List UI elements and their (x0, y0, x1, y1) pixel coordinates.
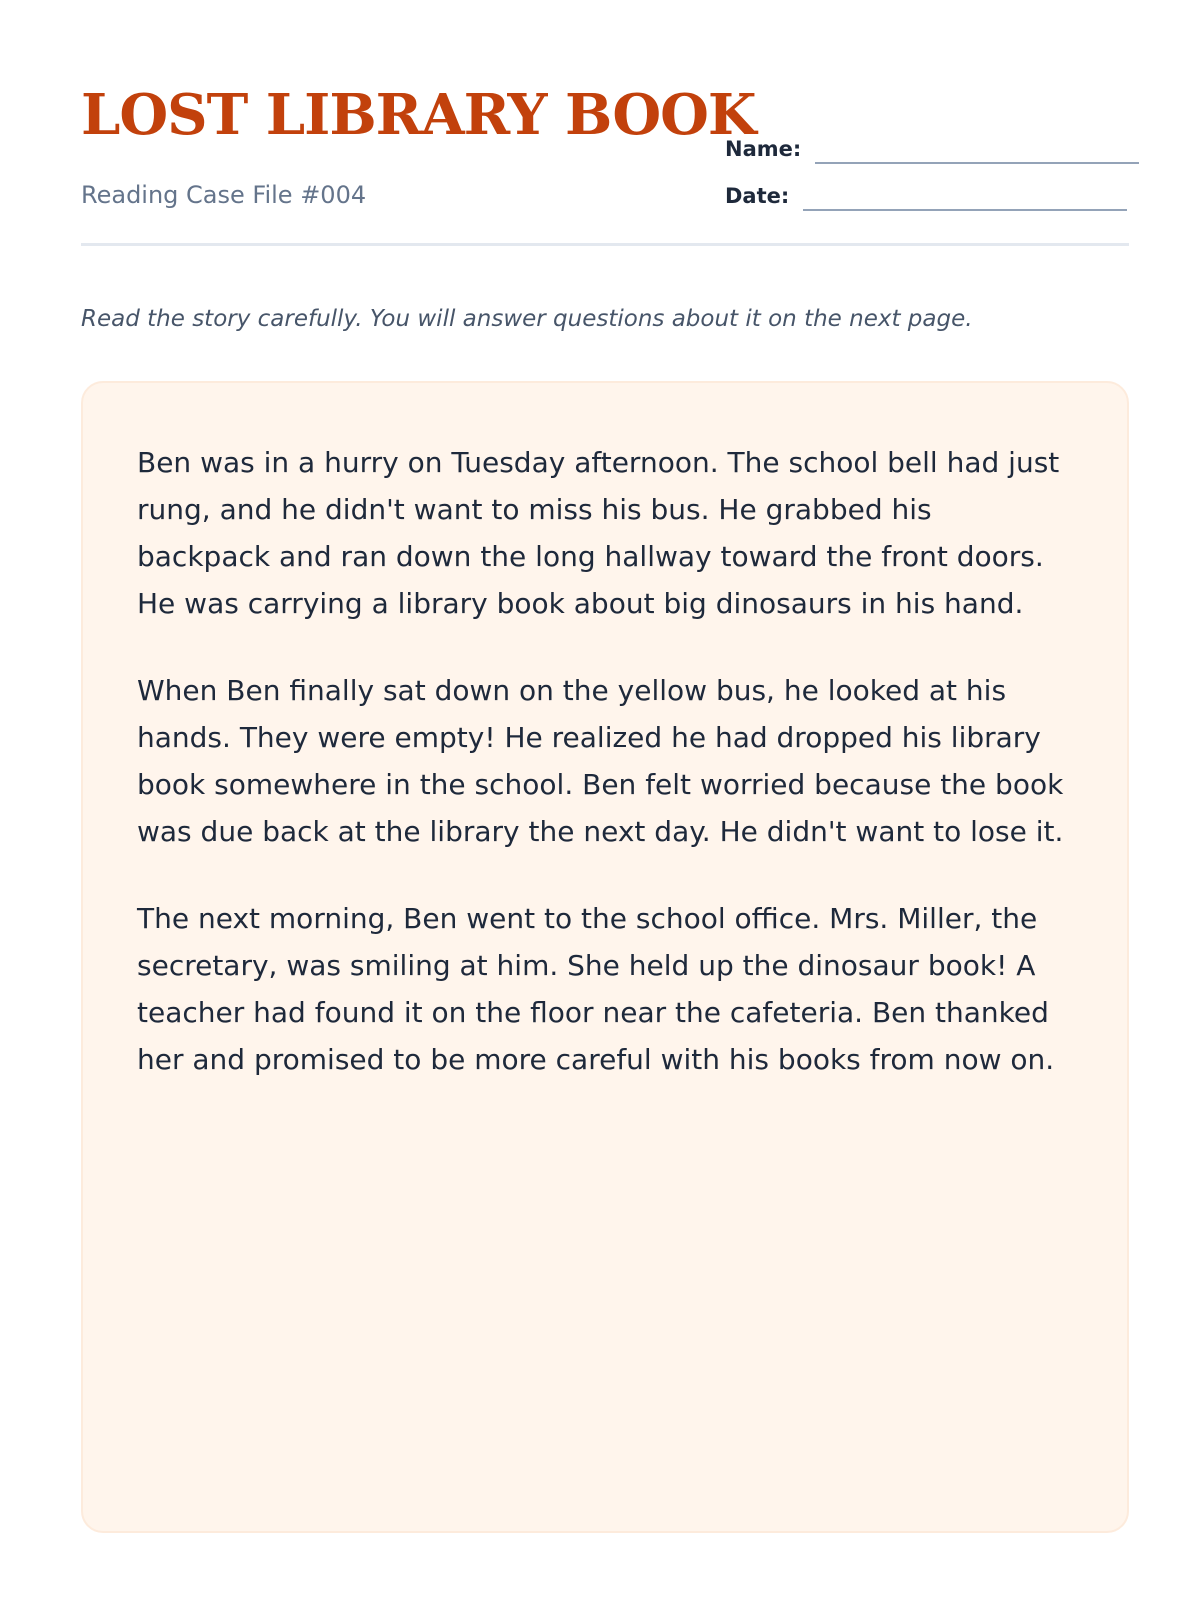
story-paragraph: The next morning, Ben went to the school office. Mrs. Miller, the secretary, was smiling at him. She held up the dinosaur book! A teacher had found it on the floor near the cafeteria. Ben thanked her and promised to be more careful with his books from now on. (137, 902, 1055, 1076)
story-paragraph: Ben was in a hurry on Tuesday afternoon. The school bell had just rung, and he didn't want to miss his bus. He grabbed his backpack and ran down the long hallway toward the front doors. He was carrying a library book about big dinosaurs in his hand. (137, 446, 1060, 620)
date-blank-line[interactable] (803, 209, 1127, 211)
case-file-subtitle: Reading Case File #004 (81, 181, 367, 209)
date-label: Date: (725, 184, 790, 208)
instructions-text: Read the story carefully. You will answer questions about it on the next page. (81, 306, 973, 332)
name-blank-line[interactable] (815, 162, 1139, 164)
date-field[interactable] (725, 183, 1127, 211)
story-box (81, 381, 1129, 1533)
name-label: Name: (725, 137, 802, 161)
worksheet-header (81, 0, 1129, 246)
story-paragraph: When Ben finally sat down on the yellow bus, he looked at his hands. They were empty! He realized he had dropped his library book somewhere in the school. Ben felt worried because the book was due back at the library the next day. He didn't want to lose it. (137, 674, 1064, 848)
worksheet-page (81, 0, 1129, 1600)
page-title: LOST LIBRARY BOOK (81, 82, 756, 148)
name-field[interactable] (725, 136, 1139, 164)
